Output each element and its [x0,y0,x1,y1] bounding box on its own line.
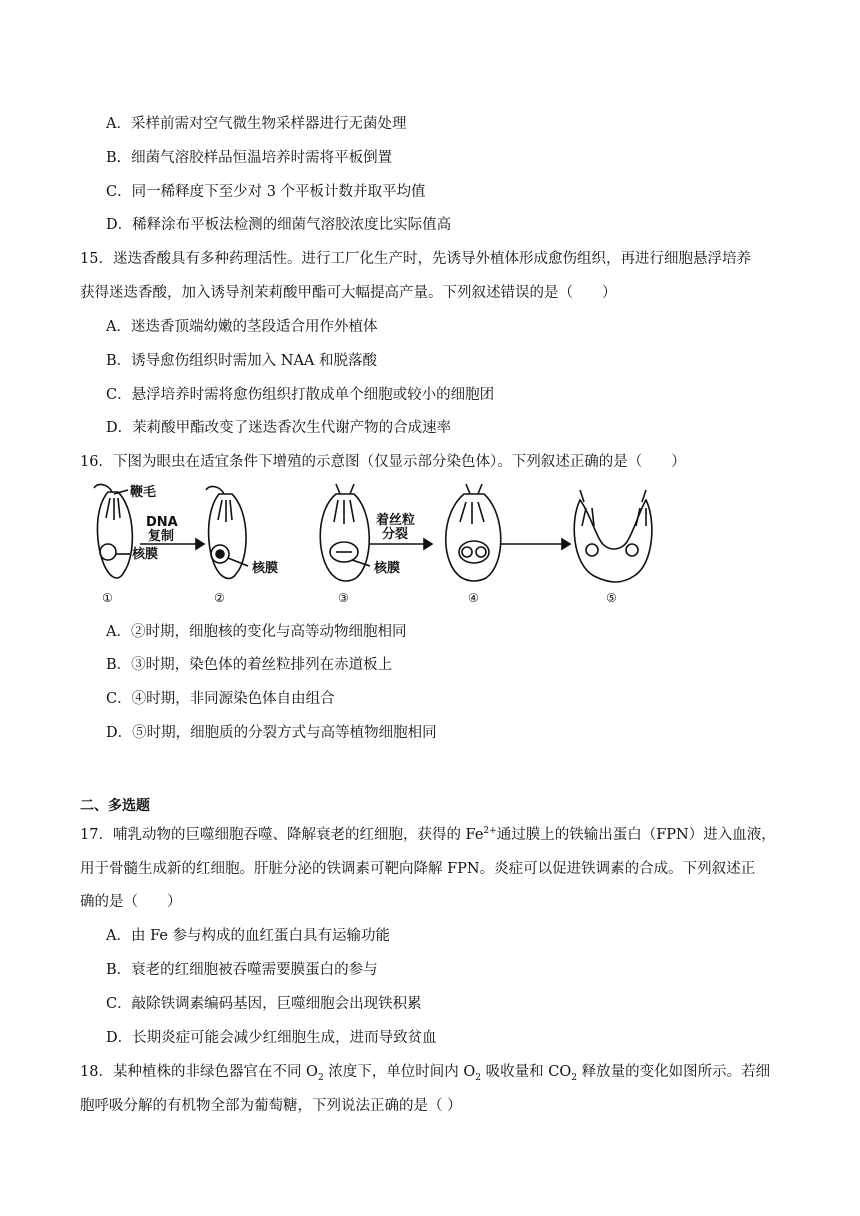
q18-stem-part4: 释放量的变化如图所示。若细 [576,1064,771,1080]
q18-sub-2: 2 [475,1072,482,1083]
q14-option-b: B．细菌气溶胶样品恒温培养时需将平板倒置 [106,150,393,166]
q14-option-d: D．稀释涂布平板法检测的细菌气溶胶浓度比实际值高 [106,217,452,233]
q17-stem-part2: 通过膜上的铁输出蛋白（FPN）进入血液， [496,827,776,843]
q15-option-b: B．诱导愈伤组织时需加入 NAA 和脱落酸 [106,353,378,369]
q15-stem-line2: 获得迷迭香酸，加入诱导剂茉莉酸甲酯可大幅提高产量。下列叙述错误的是（ ） [80,285,617,301]
q17-option-b: B．衰老的红细胞被吞噬需要膜蛋白的参与 [106,962,378,978]
cell-stage-5 [574,500,652,582]
cell-stage-2 [209,494,246,579]
nuclear-membrane-label-3: 核膜 [374,561,401,576]
stage-label-5: ⑤ [606,591,617,605]
q16-option-d: D．⑤时期，细胞质的分裂方式与高等植物细胞相同 [106,725,437,741]
stage-label-2: ② [214,591,225,605]
euglena-division-figure [74,480,674,610]
flagellum-label: 鞭毛 [130,485,157,500]
q16-option-b: B．③时期，染色体的着丝粒排列在赤道板上 [106,657,393,673]
stage-label-3: ③ [338,591,349,605]
q17-stem-line3: 确的是（ ） [80,894,182,910]
q15-option-a: A．迷迭香顶端幼嫩的茎段适合用作外植体 [106,319,378,335]
q18-stem-line1 [80,1060,770,1083]
centromere-division-label-bottom: 分裂 [382,527,409,542]
q17-option-a: A．由 Fe 参与构成的血红蛋白具有运输功能 [106,928,391,944]
dna-replication-label-top: DNA [146,515,178,530]
section-heading-multiple-choice: 二、多选题 [80,798,150,814]
q18-stem-part1: 18．某种植株的非绿色器官在不同 O [80,1064,318,1080]
cell-stage-1 [97,492,132,578]
q17-option-d: D．长期炎症可能会减少红细胞生成，进而导致贫血 [106,1030,437,1046]
q16-stem: 16．下图为眼虫在适宜条件下增殖的示意图（仅显示部分染色体）。下列叙述正确的是（ ） [80,454,686,470]
stage-label-1: ① [102,591,113,605]
q16-option-a: A．②时期，细胞核的变化与高等动物细胞相同 [106,624,407,640]
dna-replication-label-bottom: 复制 [148,529,175,544]
nuclear-membrane-label-2: 核膜 [252,561,279,576]
q18-stem-part2: 浓度下，单位时间内 O [323,1064,476,1080]
q17-stem-line2: 用于骨髓生成新的红细胞。肝脏分泌的铁调素可靶向降解 FPN。炎症可以促进铁调素的合成。下列叙述正 [80,861,756,877]
q17-option-c: C．敲除铁调素编码基因，巨噬细胞会出现铁积累 [106,996,422,1012]
q18-sub-3: 2 [571,1072,577,1083]
q14-option-c: C．同一稀释度下至少对 3 个平板计数并取平均值 [106,184,426,200]
q17-stem-line1 [80,823,776,844]
centromere-division-label-top: 着丝粒 [376,513,416,528]
stage-label-4: ④ [468,591,479,605]
q15-option-c: C．悬浮培养时需将愈伤组织打散成单个细胞或较小的细胞团 [106,387,495,403]
q18-stem-line2: 胞呼吸分解的有机物全部为葡萄糖，下列说法正确的是（ ） [80,1098,462,1114]
nuclear-membrane-label-1: 核膜 [132,547,159,562]
q15-option-d: D．茉莉酸甲酯改变了迷迭香次生代谢产物的合成速率 [106,420,452,436]
cell-stage-4 [446,494,501,581]
q17-iron-charge: 2+ [483,826,497,837]
q15-stem-line1: 15．迷迭香酸具有多种药理活性。进行工厂化生产时，先诱导外植体形成愈伤组织，再进行细胞悬浮培养 [80,251,751,267]
q18-stem-part3: 吸收量和 CO [481,1064,572,1080]
q16-option-c: C．④时期，非同源染色体自由组合 [106,691,335,707]
q17-stem-part1: 17．哺乳动物的巨噬细胞吞噬、降解衰老的红细胞，获得的 Fe [80,827,484,843]
q14-option-a: A．采样前需对空气微生物采样器进行无菌处理 [106,116,407,132]
q18-sub-1: 2 [317,1072,324,1083]
